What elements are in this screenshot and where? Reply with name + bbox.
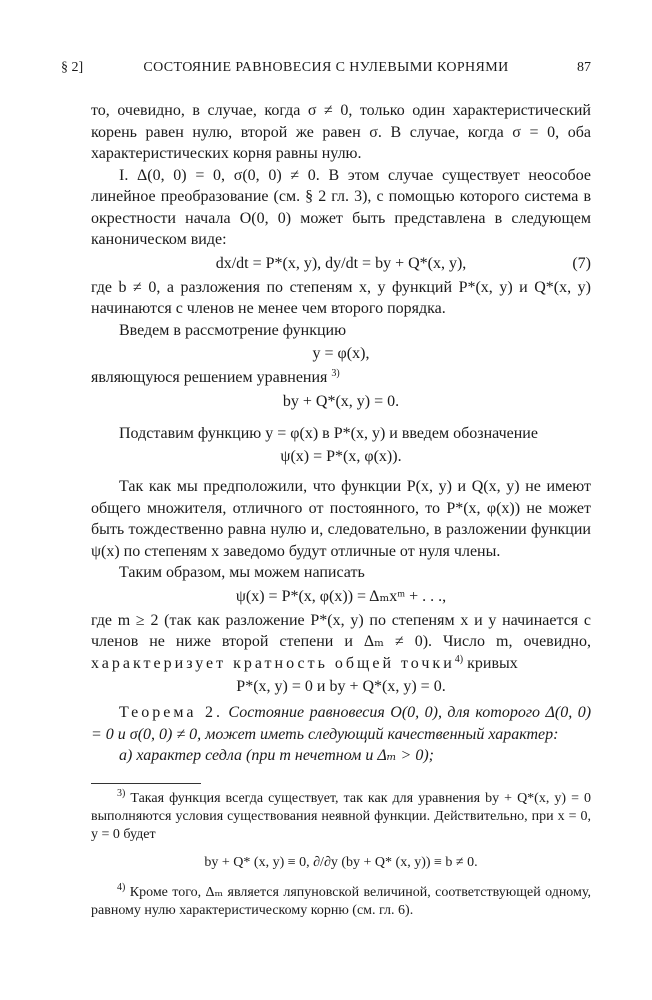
paragraph — [91, 367, 591, 389]
theorem-item-a — [91, 745, 591, 767]
equation-text: dx/dt = P*(x, y), dy/dt = by + Q*(x, y), — [215, 254, 467, 272]
theorem — [91, 702, 591, 745]
paragraph: то, очевидно, в случае, когда σ ≠ 0, только один характеристический корень равен нулю, второй же равен σ. В случае, когда σ = 0, оба характеристических корня равны нулю. — [91, 102, 591, 162]
paragraph: Таким образом, мы можем написать — [119, 564, 365, 581]
footnote-text: Кроме того, Δₘ является ляпуновской величиной, соответствующей одному, равному нулю характеристическому корню (см. гл. 6). — [91, 884, 591, 918]
footnote-text: Такая функция всегда существует, так как для уравнения by + Q*(x, y) = 0 выполняются условия существования неявной функции. Действительно, при x = 0, y = 0 будет — [91, 790, 592, 842]
page-number: 87 — [577, 60, 591, 75]
section-marker: § 2] — [61, 60, 84, 75]
equation: P*(x, y) = 0 и by + Q*(x, y) = 0. — [236, 678, 446, 695]
footnote-formula: by + Q* (x, y) ≡ 0, ∂/∂y (by + Q* (x, y)) ≡ b ≠ 0. — [204, 854, 478, 870]
running-header — [61, 60, 591, 82]
main-text — [91, 100, 591, 920]
footnote-3 — [91, 787, 592, 844]
paragraph: где b ≠ 0, а разложения по степеням x, y функций P*(x, y) и Q*(x, y) начинаются с членов не менее чем второго порядка. — [91, 278, 591, 317]
equation: ψ(x) = P*(x, φ(x)) = Δₘxᵐ + . . ., — [235, 587, 447, 605]
paragraph — [91, 610, 591, 675]
footnote-4 — [91, 881, 591, 920]
footnote-ref-3: 3) — [331, 368, 340, 379]
footnote-mark: 3) — [117, 787, 126, 799]
chapter-title: СОСТОЯНИЕ РАВНОВЕСИЯ С НУЛЕВЫМИ КОРНЯМИ — [143, 60, 509, 75]
footnote-mark: 4) — [117, 881, 126, 893]
equation: ψ(x) = P*(x, φ(x)). — [280, 448, 402, 465]
footnote-ref-4: 4) — [454, 653, 464, 665]
theorem-statement: Состояние равновесия O(0, 0), для которого Δ(0, 0) = 0 и σ(0, 0) ≠ 0, может иметь следующий качественный характер: — [91, 704, 592, 743]
equation: by + Q*(x, y) = 0. — [282, 392, 400, 410]
paragraph: Введем в рассмотрение функцию — [119, 321, 347, 339]
paragraph: I. Δ(0, 0) = 0, σ(0, 0) ≠ 0. В этом случае существует неособое линейное преобразование (см. § 2 гл. 3), с помощью которого система в окрестности начала O(0, 0) может быть представлена в следующем каноническом виде: — [91, 166, 591, 248]
equation: y = φ(x), — [312, 345, 370, 362]
paragraph: Подставим функцию y = φ(x) в P*(x, y) и введем обозначение — [119, 424, 538, 442]
spaced-emphasis: характеризует кратность общей точки — [91, 654, 455, 672]
paragraph-text: где m ≥ 2 (так как разложение P*(x, y) по степеням x и y начинается с членов не ниже второй степени и Δₘ ≠ 0). Число m, очевидно, — [91, 611, 591, 650]
item-text: а) характер седла (при m нечетном и Δₘ > 0); — [119, 747, 434, 764]
footnote-divider — [91, 783, 201, 784]
paragraph-text: являющуюся решением уравнения — [91, 369, 328, 386]
paragraph: Так как мы предположили, что функции P(x, y) и Q(x, y) не имеют общего множителя, отличного от постоянного, то P*(x, φ(x)) не может быть тождественно равна нулю и, следовательно, в разложении функции ψ(x) по степеням x заведомо будут отличные от нуля члены. — [91, 478, 591, 560]
paragraph-text: кривых — [467, 654, 518, 672]
equation-number: (7) — [572, 254, 591, 272]
equation-7 — [91, 253, 591, 275]
theorem-label: Теорема 2. — [119, 704, 223, 721]
